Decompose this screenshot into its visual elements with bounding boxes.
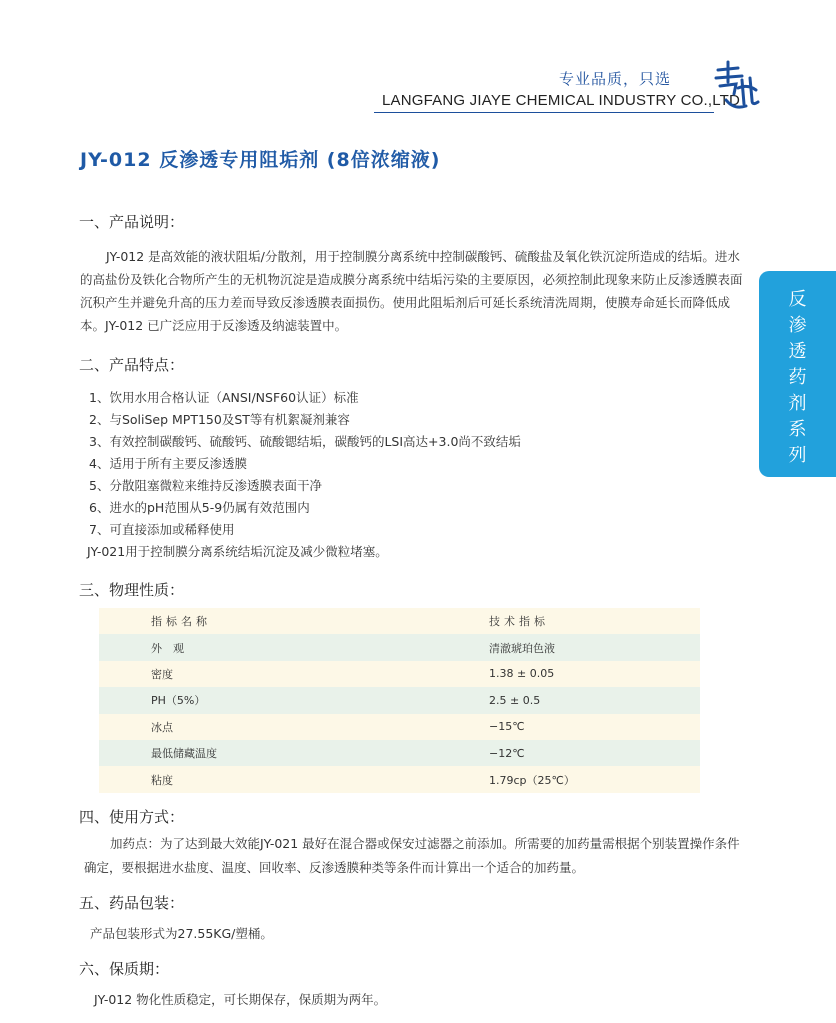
property-value: −15℃ (489, 720, 525, 734)
table-row (99, 634, 700, 660)
usage-paragraph (84, 832, 752, 880)
side-tab-char: 透 (788, 341, 807, 362)
property-value: −12℃ (489, 746, 525, 760)
section-heading-description: 一、产品说明： (79, 213, 185, 231)
series-side-tab (759, 271, 836, 477)
feature-item: 3、有效控制碳酸钙、硫酸钙、硫酸锶结垢，碳酸钙的LSI高达+3.0尚不致结垢 (89, 434, 521, 449)
feature-item: 7、可直接添加或稀释使用 (89, 522, 235, 537)
feature-item: 2、与SoliSep MPT150及ST等有机絮凝剂兼容 (89, 412, 350, 427)
feature-list (89, 387, 521, 563)
side-tab-char: 列 (788, 445, 807, 466)
company-name: LANGFANG JIAYE CHEMICAL INDUSTRY CO.,LTD (382, 92, 741, 109)
header-rule (374, 112, 714, 113)
table-row (99, 661, 700, 687)
property-value: 清澈琥珀色液 (489, 641, 555, 655)
properties-table (99, 608, 700, 793)
section-heading-shelf-life: 六、保质期： (79, 960, 170, 978)
side-tab-char: 药 (788, 367, 807, 388)
side-tab-char: 渗 (788, 315, 807, 336)
section-heading-usage: 四、使用方式： (79, 808, 185, 826)
feature-item: 4、适用于所有主要反渗透膜 (89, 456, 247, 471)
property-name: 粘度 (151, 773, 173, 787)
table-row (99, 740, 700, 766)
property-name: 冰点 (151, 720, 173, 734)
feature-item: 1、饮用水用合格认证（ANSI/NSF60认证）标准 (89, 390, 359, 405)
jiaye-calligraphy-logo-icon (712, 60, 760, 112)
feature-item: 5、分散阻塞微粒来维持反渗透膜表面干净 (89, 478, 322, 493)
section-heading-properties: 三、物理性质： (79, 581, 185, 599)
description-paragraph (80, 245, 748, 337)
feature-item: 6、进水的pH范围从5-9仍属有效范围内 (89, 500, 310, 515)
product-title: JY-012 反渗透专用阻垢剂 (8倍浓缩液) (80, 149, 441, 171)
section-heading-packaging: 五、药品包装： (79, 894, 185, 912)
usage-text: 加药点：为了达到最大效能JY-021 最好在混合器或保安过滤器之前添加。所需要的加药量需根据个别装置操作条件确定，要根据进水盐度、温度、回收率、反渗透膜种类等条件而计算出一个适合的加药量。 (84, 836, 740, 875)
table-row (99, 766, 700, 792)
side-tab-char: 剂 (788, 393, 807, 414)
column-header-name: 指标名称 (151, 615, 211, 629)
property-name: PH（5%） (151, 694, 206, 708)
section-heading-features: 二、产品特点： (79, 356, 185, 374)
column-header-spec: 技术指标 (489, 615, 549, 629)
property-value: 1.38 ± 0.05 (489, 667, 555, 681)
shelf-life-text: JY-012 物化性质稳定，可长期保存，保质期为两年。 (94, 992, 387, 1007)
property-name: 密度 (151, 667, 173, 681)
table-row (99, 687, 700, 713)
description-text: JY-012 是高效能的液状阻垢/分散剂，用于控制膜分离系统中控制碳酸钙、硫酸盐及氧化铁沉淀所造成的结垢。进水的高盐份及铁化合物所产生的无机物沉淀是造成膜分离系统中结垢污染的主要原因，必须控制此现象来防止反渗透膜表面沉积产生并避免升高的压力差而导致反渗透膜表面损伤。使用此阻垢剂后可延长系统清洗周期，使膜寿命延长而降低成本。JY-012 已广泛应用于反渗透及纳滤装置中。 (80, 249, 743, 333)
side-tab-char: 系 (788, 419, 807, 440)
side-tab-char: 反 (788, 289, 807, 310)
packaging-text: 产品包装形式为27.55KG/塑桶。 (90, 926, 273, 941)
brand-tagline: 专业品质，只选 (559, 70, 672, 88)
property-name: 外 观 (151, 641, 184, 655)
property-value: 1.79cp（25℃） (489, 773, 575, 787)
property-value: 2.5 ± 0.5 (489, 693, 541, 707)
property-name: 最低储藏温度 (151, 747, 217, 761)
table-row (99, 714, 700, 740)
table-header-row (99, 608, 700, 634)
feature-note: JY-021用于控制膜分离系统结垢沉淀及减少微粒堵塞。 (87, 544, 388, 559)
